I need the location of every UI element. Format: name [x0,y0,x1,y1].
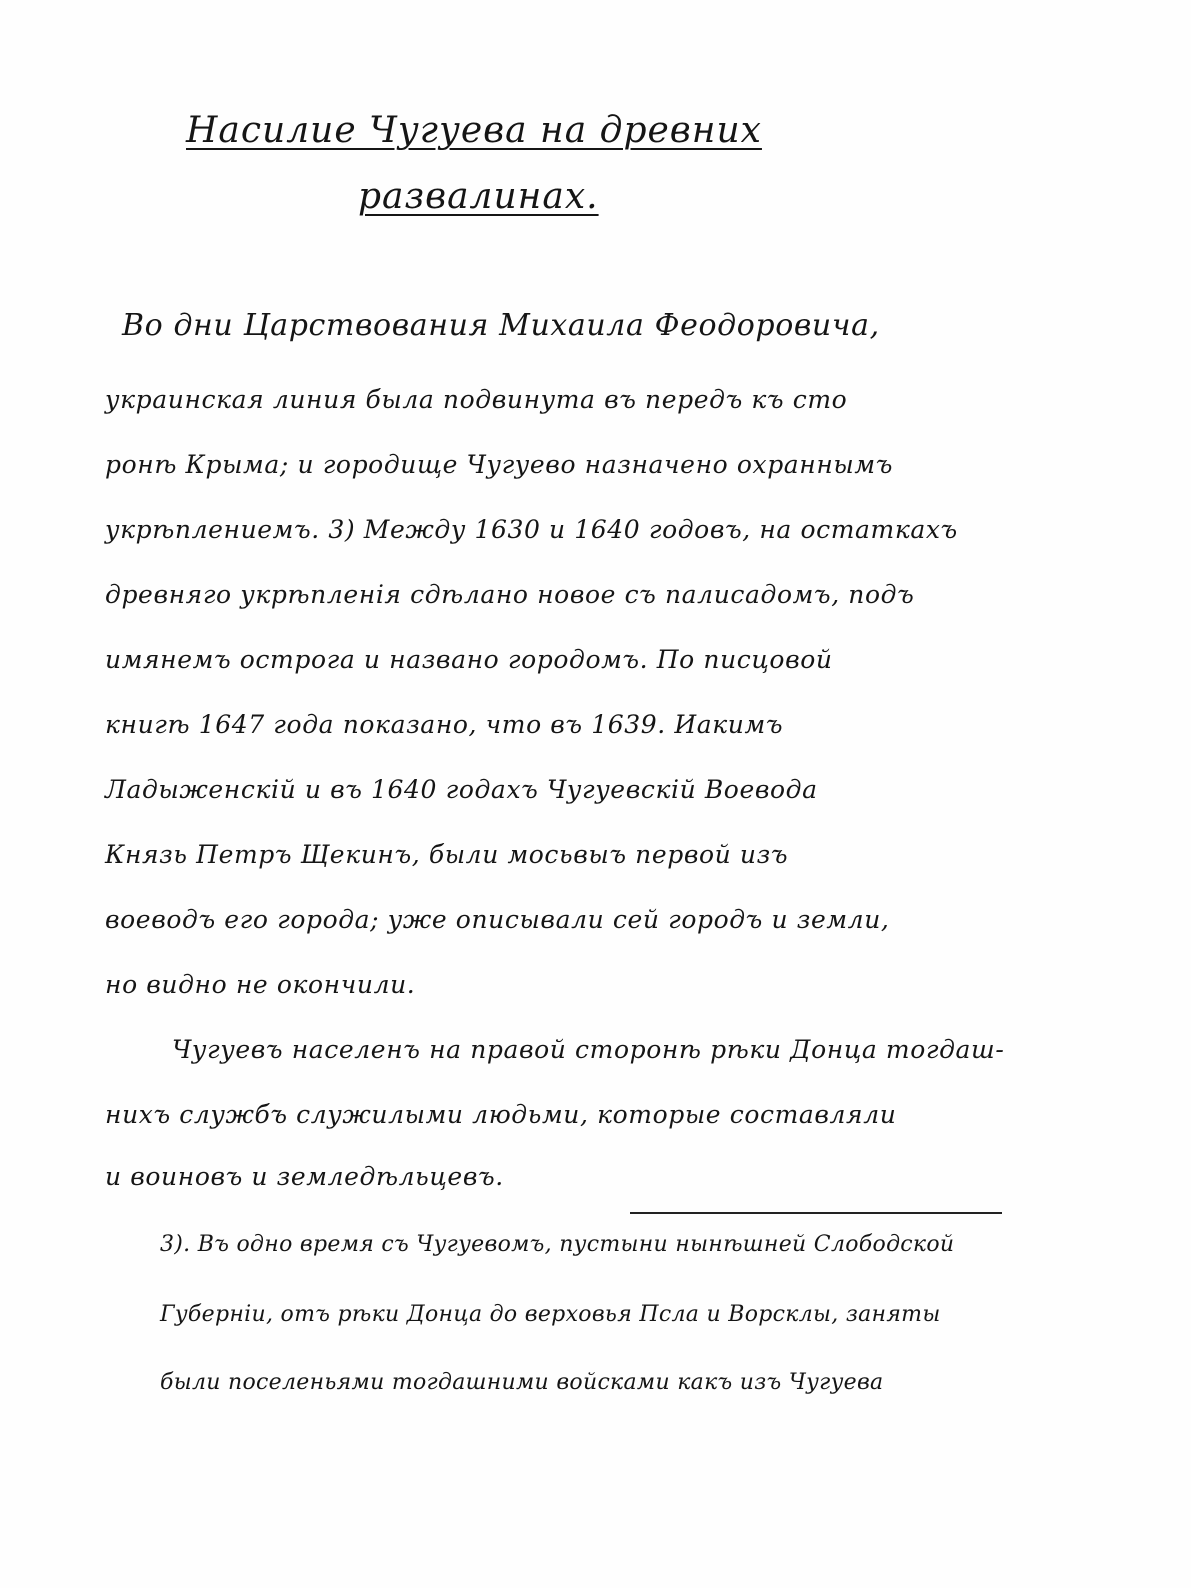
body-line-13: нихъ службъ служилыми людьми, которые составляли [105,1100,897,1129]
body-line-10: воеводъ его города; уже описывали сей городъ и земли, [105,905,890,934]
body-line-6: имянемъ острога и названо городомъ. По писцовой [105,645,833,674]
body-line-7: книгѣ 1647 года показано, что въ 1639. Иакимъ [105,710,784,739]
footnote-line-3: были поселеньями тогдашними войсками какъ изъ Чугуева [160,1370,884,1395]
body-line-11: но видно не окончили. [105,970,416,999]
footnote-separator-rule [630,1212,1002,1214]
footnote-line-2: Губерніи, отъ рѣки Донца до верховья Псла и Ворсклы, заняты [160,1302,941,1327]
body-line-5: древняго укрѣпленія сдѣлано новое съ палисадомъ, подъ [105,580,915,609]
body-line-14: и воиновъ и земледѣльцевъ. [105,1162,504,1191]
document-title-line-1: Насилие Чугуева на древних [186,110,762,151]
body-line-1: Во дни Царствования Михаила Феодоровича, [122,308,880,343]
body-line-3: ронѣ Крыма; и городище Чугуево назначено охраннымъ [105,450,893,479]
body-line-12: Чугуевъ населенъ на правой сторонѣ рѣки Донца тогдаш- [172,1035,1005,1064]
footnote-line-1: 3). Въ одно время съ Чугуевомъ, пустыни нынѣшней Слободской [160,1232,955,1257]
body-line-4: укрѣплениемъ. 3) Между 1630 и 1640 годовъ, на остаткахъ [105,515,958,544]
body-line-2: украинская линия была подвинута въ передъ къ сто [105,385,848,414]
document-title-line-2: развалинах. [358,176,599,217]
body-line-8: Ладыженскій и въ 1640 годахъ Чугуевскій Воевода [105,775,818,804]
body-line-9: Князь Петръ Щекинъ, были мосьвыъ первой изъ [105,840,789,869]
